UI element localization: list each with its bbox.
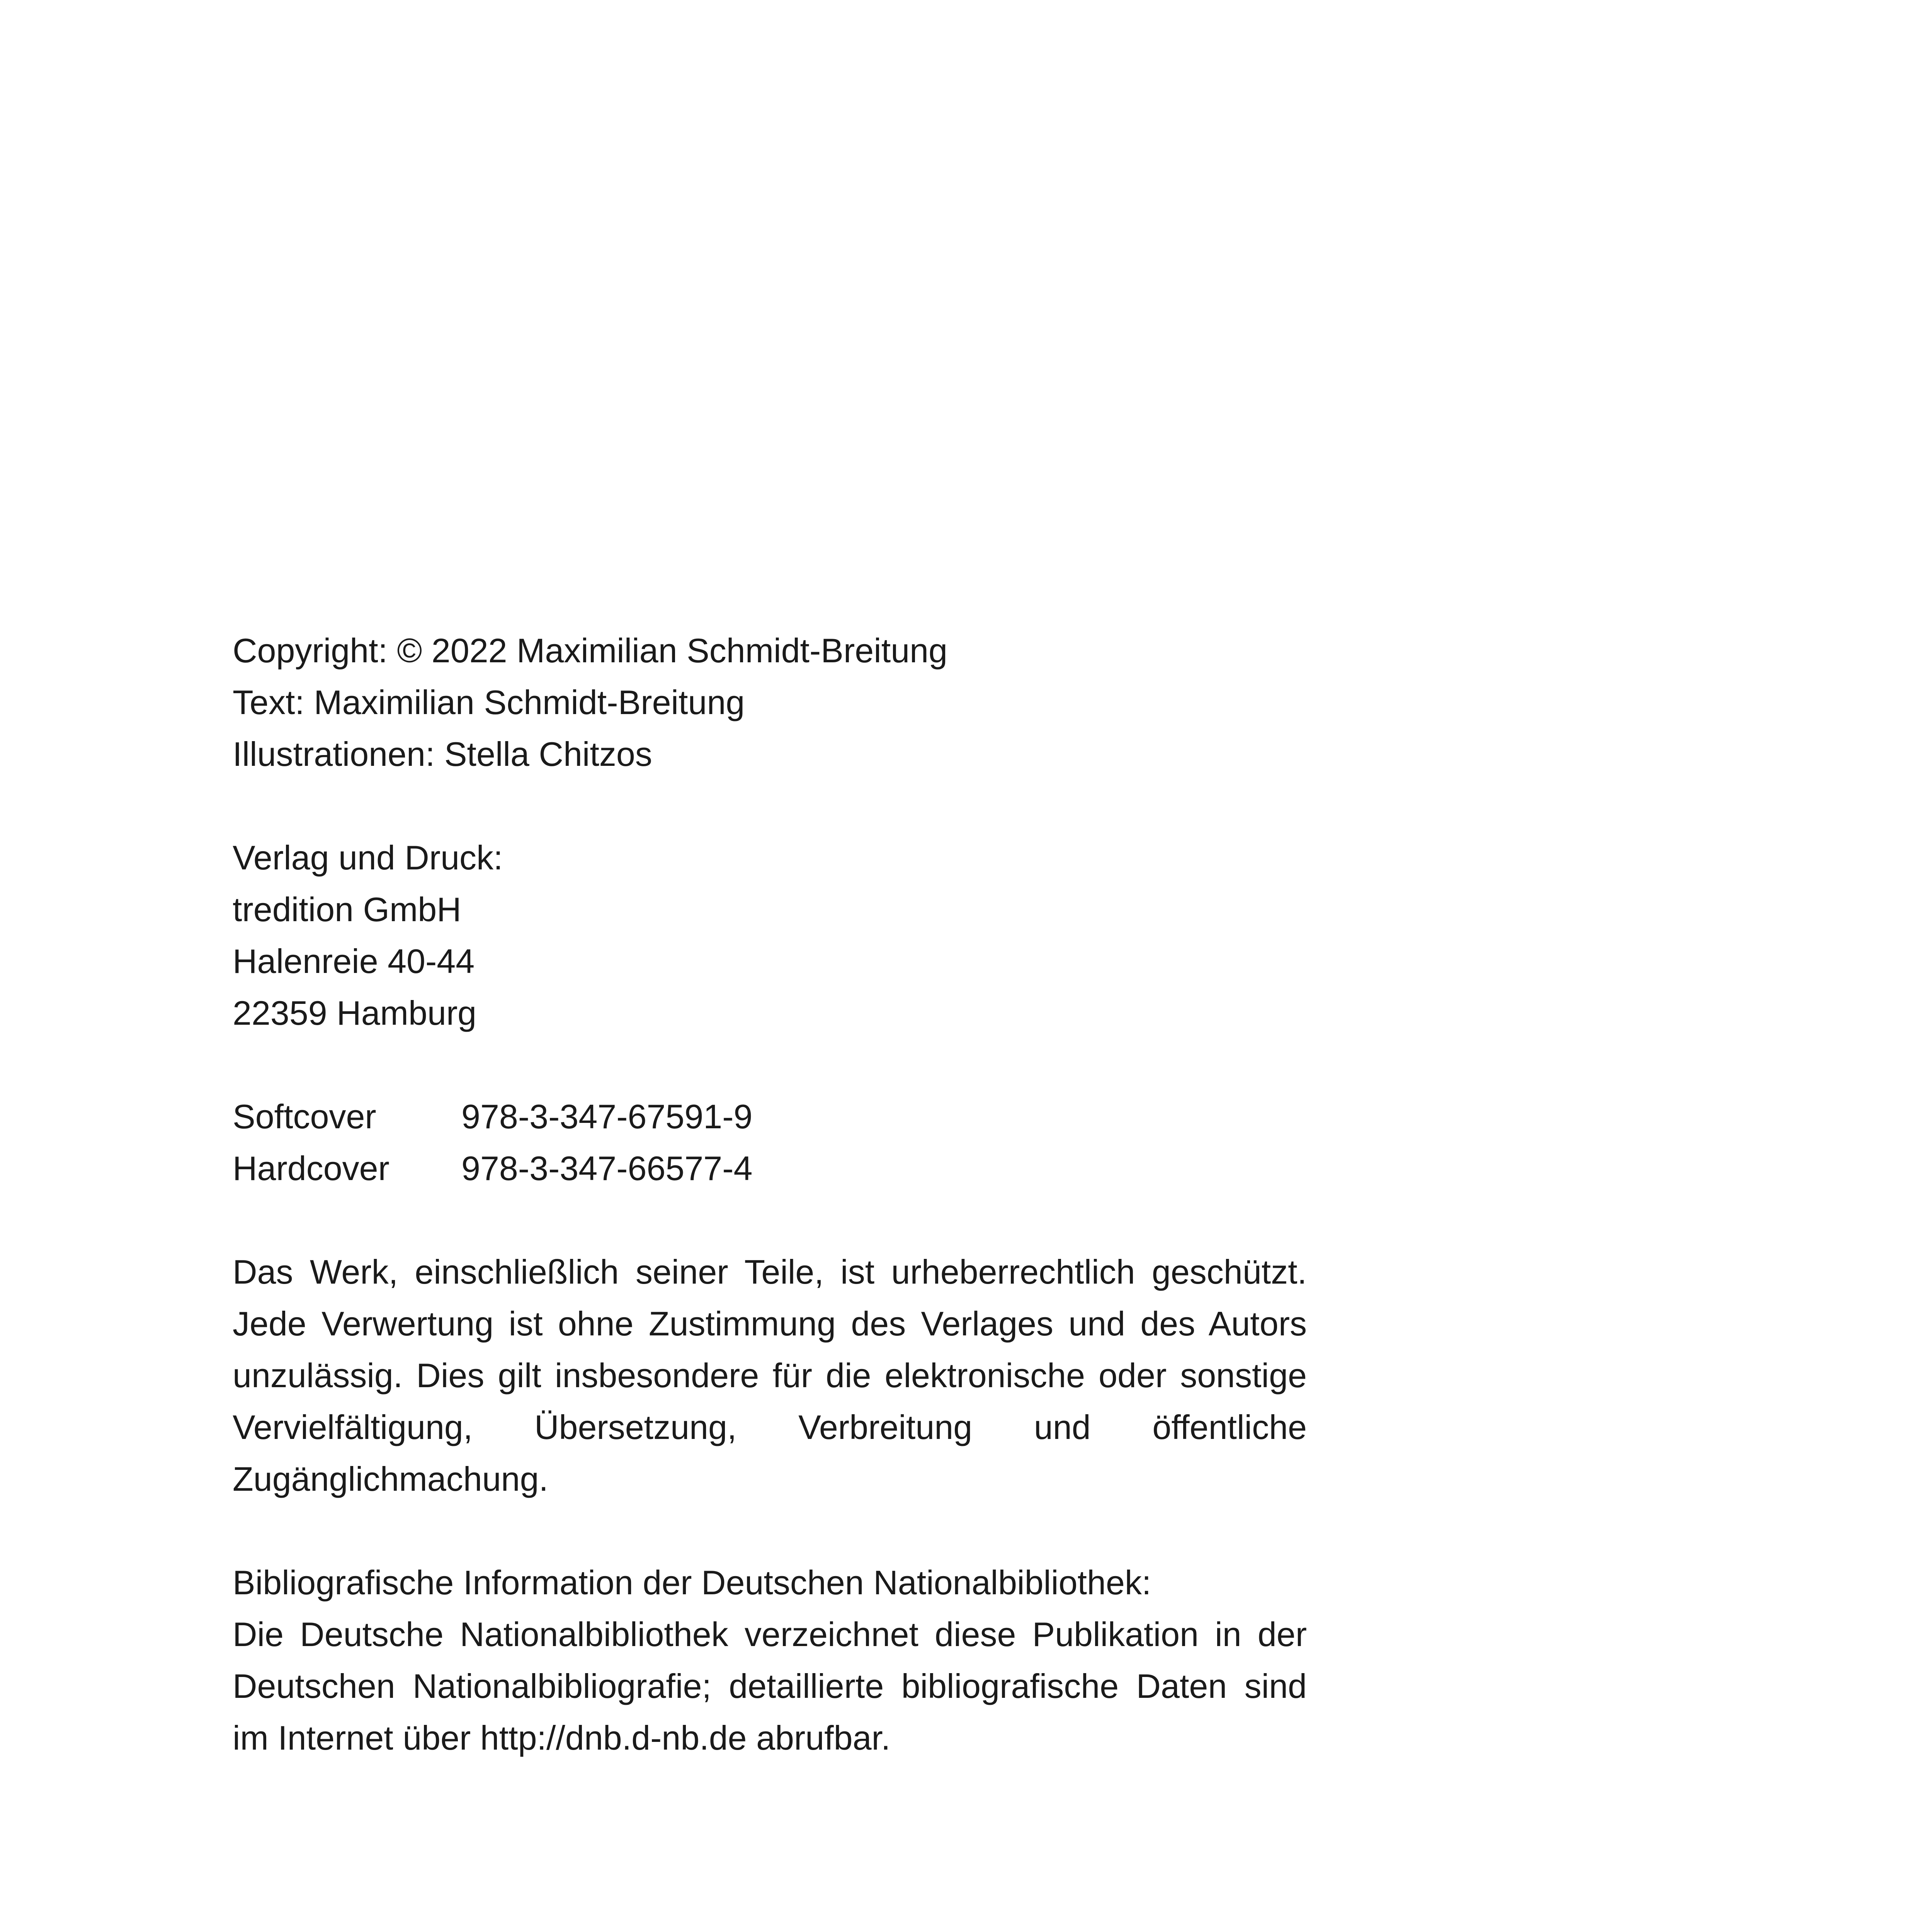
isbn-value: 978-3-347-66577-4	[461, 1149, 753, 1187]
isbn-row-hardcover	[233, 1143, 1307, 1194]
isbn-label: Softcover	[233, 1097, 376, 1136]
rights-notice: Das Werk, einschließlich seiner Teile, ist urheberrechtlich geschützt. Jede Verwertung ist ohne Zustimmung des Verlages und des Autors unzulässig. Dies gilt insbesondere für die elektronische oder sonstige Vervielfältigung, Übersetzung, Verbreitung und öffentliche Zugänglichmachung.	[233, 1253, 1307, 1498]
imprint-block	[233, 625, 1307, 1764]
publisher-heading: Verlag und Druck:	[233, 838, 503, 877]
bibliographic-text: Die Deutsche Nationalbibliothek verzeichnet diese Publikation in der Deutschen Nationalbibliografie; detaillierte bibliografische Daten sind im Internet über http://dnb.d-nb.de abrufbar.	[233, 1615, 1307, 1757]
bibliographic-section	[233, 1557, 1307, 1764]
isbn-section	[233, 1091, 1307, 1194]
illustrator-line: Illustrationen: Stella Chitzos	[233, 735, 652, 773]
bibliographic-heading: Bibliografische Information der Deutschen Nationalbibliothek:	[233, 1563, 1151, 1602]
isbn-label: Hardcover	[233, 1149, 389, 1187]
publisher-name: tredition GmbH	[233, 890, 461, 929]
publisher-city: 22359 Hamburg	[233, 994, 477, 1032]
isbn-value: 978-3-347-67591-9	[461, 1097, 753, 1136]
publisher-street: Halenreie 40-44	[233, 942, 475, 980]
isbn-row-softcover	[233, 1091, 1307, 1143]
copyright-line: Copyright: © 2022 Maximilian Schmidt-Breitung	[233, 631, 948, 670]
text-author-line: Text: Maximilian Schmidt-Breitung	[233, 683, 745, 721]
credits-section	[233, 625, 1307, 780]
publisher-section	[233, 832, 1307, 1039]
